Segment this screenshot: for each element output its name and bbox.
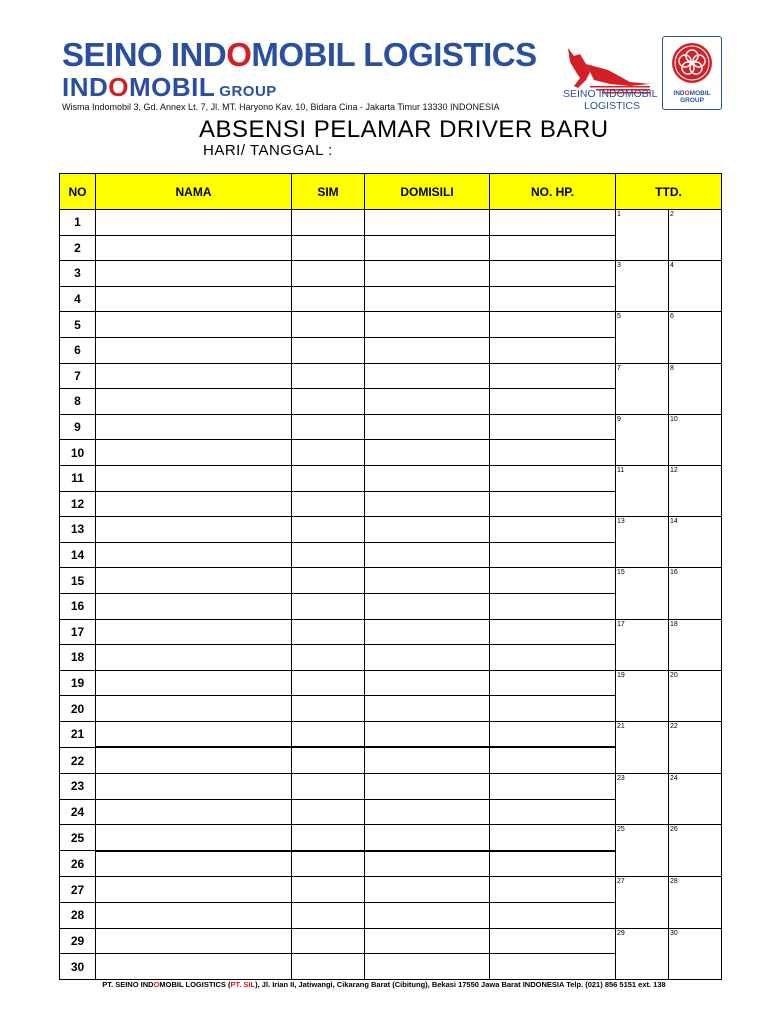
nama-cell[interactable]: [96, 210, 292, 236]
hp-cell[interactable]: [490, 235, 616, 261]
row-number: 4: [60, 286, 96, 312]
nama-cell[interactable]: [96, 696, 292, 722]
ttd-cell[interactable]: 3: [616, 261, 669, 312]
row-number: 15: [60, 568, 96, 594]
domisili-cell[interactable]: [365, 593, 490, 619]
row-number: 12: [60, 491, 96, 517]
row-number: 26: [60, 851, 96, 877]
hp-cell[interactable]: [490, 465, 616, 491]
hp-cell[interactable]: [490, 363, 616, 389]
ttd-cell[interactable]: 5: [616, 312, 669, 363]
row-number: 29: [60, 928, 96, 954]
ttd-cell[interactable]: 28: [669, 877, 722, 928]
sim-cell[interactable]: [292, 337, 365, 363]
nama-cell[interactable]: [96, 774, 292, 800]
sim-cell[interactable]: [292, 851, 365, 877]
domisili-cell[interactable]: [365, 261, 490, 287]
sim-cell[interactable]: [292, 235, 365, 261]
ttd-cell[interactable]: 8: [669, 363, 722, 414]
ttd-cell[interactable]: 30: [669, 928, 722, 979]
sim-cell[interactable]: [292, 747, 365, 773]
table-row: [60, 363, 722, 389]
domisili-cell[interactable]: [365, 825, 490, 851]
row-number: 3: [60, 261, 96, 287]
header-hp: NO. HP.: [490, 174, 616, 210]
hp-cell[interactable]: [490, 389, 616, 415]
domisili-cell[interactable]: [365, 774, 490, 800]
logo-caption-1: SEINO INDOMOBIL: [563, 88, 658, 100]
sim-cell[interactable]: [292, 619, 365, 645]
hp-cell[interactable]: [490, 337, 616, 363]
ttd-cell[interactable]: 4: [669, 261, 722, 312]
nama-cell[interactable]: [96, 286, 292, 312]
nama-cell[interactable]: [96, 542, 292, 568]
ttd-cell[interactable]: 20: [669, 670, 722, 721]
sim-cell[interactable]: [292, 670, 365, 696]
hp-cell[interactable]: [490, 286, 616, 312]
ttd-cell[interactable]: 18: [669, 619, 722, 670]
table-row: [60, 774, 722, 800]
hp-cell[interactable]: [490, 747, 616, 773]
ttd-cell[interactable]: 19: [616, 670, 669, 721]
hp-cell[interactable]: [490, 903, 616, 929]
company-name: SEINO INDOMOBIL LOGISTICS: [62, 36, 537, 73]
hp-cell[interactable]: [490, 696, 616, 722]
sim-cell[interactable]: [292, 210, 365, 236]
hp-cell[interactable]: [490, 799, 616, 825]
row-number: 25: [60, 825, 96, 851]
row-number: 21: [60, 721, 96, 747]
row-number: 30: [60, 954, 96, 980]
ttd-cell[interactable]: 1: [616, 210, 669, 261]
sim-cell[interactable]: [292, 928, 365, 954]
nama-cell[interactable]: [96, 645, 292, 671]
sim-cell[interactable]: [292, 363, 365, 389]
domisili-cell[interactable]: [365, 619, 490, 645]
hp-cell[interactable]: [490, 928, 616, 954]
table-header-row: [60, 174, 722, 210]
domisili-cell[interactable]: [365, 903, 490, 929]
domisili-cell[interactable]: [365, 696, 490, 722]
domisili-cell[interactable]: [365, 414, 490, 440]
hp-cell[interactable]: [490, 440, 616, 466]
ttd-cell[interactable]: 23: [616, 774, 669, 825]
sim-cell[interactable]: [292, 491, 365, 517]
sim-cell[interactable]: [292, 440, 365, 466]
table-row: [60, 825, 722, 851]
nama-cell[interactable]: [96, 465, 292, 491]
ttd-cell[interactable]: 11: [616, 465, 669, 516]
ttd-cell[interactable]: 27: [616, 877, 669, 928]
hp-cell[interactable]: [490, 877, 616, 903]
row-number: 9: [60, 414, 96, 440]
ttd-cell[interactable]: 9: [616, 414, 669, 465]
date-label: HARI/ TANGGAL :: [203, 142, 333, 159]
nama-cell[interactable]: [96, 954, 292, 980]
nama-cell[interactable]: [96, 903, 292, 929]
hp-cell[interactable]: [490, 261, 616, 287]
sim-cell[interactable]: [292, 542, 365, 568]
nama-cell[interactable]: [96, 593, 292, 619]
domisili-cell[interactable]: [365, 235, 490, 261]
table-row: [60, 928, 722, 954]
domisili-cell[interactable]: [365, 465, 490, 491]
hp-cell[interactable]: [490, 721, 616, 747]
table-row: [60, 312, 722, 338]
row-number: 14: [60, 542, 96, 568]
domisili-cell[interactable]: [365, 747, 490, 773]
domisili-cell[interactable]: [365, 799, 490, 825]
hp-cell[interactable]: [490, 954, 616, 980]
domisili-cell[interactable]: [365, 721, 490, 747]
nama-cell[interactable]: [96, 517, 292, 543]
hp-cell[interactable]: [490, 619, 616, 645]
domisili-cell[interactable]: [365, 645, 490, 671]
seal-caption: INDOMOBIL GROUP: [673, 90, 711, 104]
sim-cell[interactable]: [292, 774, 365, 800]
ttd-cell[interactable]: 17: [616, 619, 669, 670]
row-number: 7: [60, 363, 96, 389]
sim-cell[interactable]: [292, 517, 365, 543]
company-address: Wisma Indomobil 3, Gd. Annex Lt. 7, Jl. MT. Haryono Kav. 10, Bidara Cina - Jakarta Timur 13330 INDONESIA: [62, 102, 500, 112]
hp-cell[interactable]: [490, 774, 616, 800]
nama-cell[interactable]: [96, 363, 292, 389]
nama-cell[interactable]: [96, 414, 292, 440]
sim-cell[interactable]: [292, 877, 365, 903]
nama-cell[interactable]: [96, 568, 292, 594]
hp-cell[interactable]: [490, 851, 616, 877]
row-number: 19: [60, 670, 96, 696]
header-ttd: TTD.: [616, 174, 722, 210]
ttd-cell[interactable]: 26: [669, 825, 722, 877]
domisili-cell[interactable]: [365, 568, 490, 594]
nama-cell[interactable]: [96, 825, 292, 851]
table-row: [60, 210, 722, 236]
table-row: [60, 261, 722, 287]
row-number: 8: [60, 389, 96, 415]
sim-cell[interactable]: [292, 568, 365, 594]
domisili-cell[interactable]: [365, 491, 490, 517]
header-sim: SIM: [292, 174, 365, 210]
header-nama: NAMA: [96, 174, 292, 210]
row-number: 16: [60, 593, 96, 619]
ttd-cell[interactable]: 21: [616, 721, 669, 773]
table-row: [60, 619, 722, 645]
hp-cell[interactable]: [490, 517, 616, 543]
row-number: 11: [60, 465, 96, 491]
table-row: [60, 721, 722, 747]
nama-cell[interactable]: [96, 440, 292, 466]
ttd-cell[interactable]: 2: [669, 210, 722, 261]
row-number: 24: [60, 799, 96, 825]
nama-cell[interactable]: [96, 619, 292, 645]
sim-cell[interactable]: [292, 696, 365, 722]
group-name: INDOMOBIL GROUP: [62, 72, 277, 102]
sim-cell[interactable]: [292, 721, 365, 747]
row-number: 5: [60, 312, 96, 338]
sim-cell[interactable]: [292, 954, 365, 980]
sim-cell[interactable]: [292, 389, 365, 415]
nama-cell[interactable]: [96, 337, 292, 363]
table-row: [60, 414, 722, 440]
sim-cell[interactable]: [292, 465, 365, 491]
table-row: [60, 670, 722, 696]
nama-cell[interactable]: [96, 747, 292, 773]
domisili-cell[interactable]: [365, 542, 490, 568]
hp-cell[interactable]: [490, 210, 616, 236]
row-number: 20: [60, 696, 96, 722]
hp-cell[interactable]: [490, 645, 616, 671]
ttd-cell[interactable]: 14: [669, 517, 722, 568]
sim-cell[interactable]: [292, 286, 365, 312]
domisili-cell[interactable]: [365, 928, 490, 954]
ttd-cell[interactable]: 29: [616, 928, 669, 979]
table-row: [60, 568, 722, 594]
domisili-cell[interactable]: [365, 363, 490, 389]
row-number: 22: [60, 747, 96, 773]
nama-cell[interactable]: [96, 877, 292, 903]
hp-cell[interactable]: [490, 414, 616, 440]
hp-cell[interactable]: [490, 542, 616, 568]
nama-cell[interactable]: [96, 851, 292, 877]
sim-cell[interactable]: [292, 414, 365, 440]
row-number: 18: [60, 645, 96, 671]
nama-cell[interactable]: [96, 389, 292, 415]
row-number: 28: [60, 903, 96, 929]
ttd-cell[interactable]: 13: [616, 517, 669, 568]
hp-cell[interactable]: [490, 670, 616, 696]
ttd-cell[interactable]: 16: [669, 568, 722, 619]
ttd-cell[interactable]: 22: [669, 721, 722, 773]
domisili-cell[interactable]: [365, 286, 490, 312]
seal-emblem-icon: [663, 37, 721, 87]
nama-cell[interactable]: [96, 312, 292, 338]
sim-cell[interactable]: [292, 903, 365, 929]
sim-cell[interactable]: [292, 593, 365, 619]
table-body: [60, 210, 722, 980]
row-number: 23: [60, 774, 96, 800]
domisili-cell[interactable]: [365, 312, 490, 338]
nama-cell[interactable]: [96, 235, 292, 261]
domisili-cell[interactable]: [365, 851, 490, 877]
attendance-table: [59, 173, 722, 980]
hp-cell[interactable]: [490, 491, 616, 517]
ttd-cell[interactable]: 7: [616, 363, 669, 414]
hp-cell[interactable]: [490, 825, 616, 851]
ttd-cell[interactable]: 24: [669, 774, 722, 825]
logo-caption-2: LOGISTICS: [584, 100, 641, 112]
nama-cell[interactable]: [96, 261, 292, 287]
table-row: [60, 517, 722, 543]
row-number: 27: [60, 877, 96, 903]
sim-cell[interactable]: [292, 312, 365, 338]
row-number: 1: [60, 210, 96, 236]
domisili-cell[interactable]: [365, 440, 490, 466]
nama-cell[interactable]: [96, 928, 292, 954]
header-no: NO: [60, 174, 96, 210]
table-row: [60, 877, 722, 903]
nama-cell[interactable]: [96, 491, 292, 517]
row-number: 13: [60, 517, 96, 543]
row-number: 17: [60, 619, 96, 645]
nama-cell[interactable]: [96, 670, 292, 696]
domisili-cell[interactable]: [365, 517, 490, 543]
header-domisili: DOMISILI: [365, 174, 490, 210]
hp-cell[interactable]: [490, 568, 616, 594]
nama-cell[interactable]: [96, 799, 292, 825]
domisili-cell[interactable]: [365, 389, 490, 415]
ttd-cell[interactable]: 10: [669, 414, 722, 465]
domisili-cell[interactable]: [365, 670, 490, 696]
domisili-cell[interactable]: [365, 337, 490, 363]
ttd-cell[interactable]: 15: [616, 568, 669, 619]
document-title: ABSENSI PELAMAR DRIVER BARU: [199, 116, 609, 143]
sim-cell[interactable]: [292, 799, 365, 825]
domisili-cell[interactable]: [365, 954, 490, 980]
ttd-cell[interactable]: 25: [616, 825, 669, 877]
ttd-cell[interactable]: 12: [669, 465, 722, 516]
footer-address: PT. SEINO INDOMOBIL LOGISTICS (PT. SIL), Jl. Irian II, Jatiwangi, Cikarang Barat (Cibitung), Bekasi 17550 Jawa Barat INDONESIA Telp. (021) 856 5151 ext. 138: [102, 980, 666, 989]
domisili-cell[interactable]: [365, 877, 490, 903]
row-number: 2: [60, 235, 96, 261]
domisili-cell[interactable]: [365, 210, 490, 236]
sim-cell[interactable]: [292, 261, 365, 287]
table-row: [60, 465, 722, 491]
sim-cell[interactable]: [292, 825, 365, 851]
row-number: 10: [60, 440, 96, 466]
row-number: 6: [60, 337, 96, 363]
ttd-cell[interactable]: 6: [669, 312, 722, 363]
hp-cell[interactable]: [490, 312, 616, 338]
nama-cell[interactable]: [96, 721, 292, 747]
sim-cell[interactable]: [292, 645, 365, 671]
hp-cell[interactable]: [490, 593, 616, 619]
